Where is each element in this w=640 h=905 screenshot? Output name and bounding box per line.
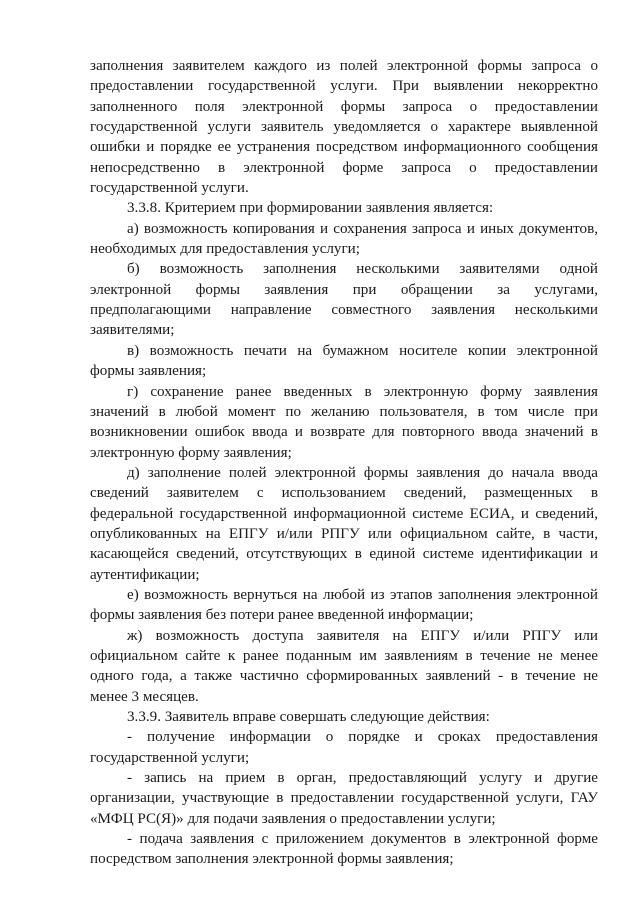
paragraph-continuation: заполнения заявителем каждого из полей электронной формы запроса о предоставлении государственной услуги. При выявлении некорректно заполненного поля электронной формы запроса о предоставлении государственной услуги заявитель уведомляется о характере выявленной ошибки и порядке ее устранения посредством информационного сообщения непосредственно в электронной форме запроса о предоставлении государственной услуги. bbox=[90, 58, 598, 197]
section-heading-3-3-9: 3.3.9. Заявитель вправе совершать следующие действия: bbox=[127, 709, 490, 725]
list-item-g: г) сохранение ранее введенных в электронную форму заявления значений в любой момент по желанию пользователя, в том числе при возникновении ошибок ввода и возврате для повторного ввода значений в электронную форму заявления; bbox=[90, 383, 598, 461]
list-item-a: а) возможность копирования и сохранения запроса и иных документов, необходимых для предоставления услуги; bbox=[90, 220, 598, 258]
action-item-3: - подача заявления с приложением документов в электронной форме посредством заполнения электронной формы заявления; bbox=[90, 831, 598, 868]
list-item-d: д) заполнение полей электронной формы заявления до начала ввода сведений заявителем с использованием сведений, размещенных в федеральной государственной информационной системе ЕСИА, и сведений, опубликованных на ЕПГУ и/или РПГУ или официальном сайте, в части, касающейся сведений, отсутствующих в единой системе идентификации и аутентификации; bbox=[90, 464, 598, 583]
list-item-e: е) возможность вернуться на любой из этапов заполнения электронной формы заявления без потери ранее введенной информации; bbox=[90, 586, 598, 624]
action-item-2: - запись на прием в орган, предоставляющий услугу и другие организации, участвующие в предоставлении государственной услуги, ГАУ «МФЦ РС(Я)» для подачи заявления о предоставлении услуги; bbox=[90, 770, 598, 827]
action-item-1: - получение информации о порядке и сроках предоставления государственной услуги; bbox=[90, 729, 598, 766]
section-heading-3-3-8: 3.3.8. Критерием при формировании заявления является: bbox=[127, 200, 494, 217]
list-item-v: в) возможность печати на бумажном носителе копии электронной формы заявления; bbox=[90, 342, 598, 380]
document-body bbox=[90, 56, 598, 870]
list-item-b: б) возможность заполнения несколькими заявителями одной электронной формы заявления при обращении за услугами, предполагающими направление совместного заявления несколькими заявителями; bbox=[90, 261, 598, 339]
list-item-zh: ж) возможность доступа заявителя на ЕПГУ и/или РПГУ или официальном сайте к ранее поданным им заявлениям в течение не менее одного года, а также частично сформированных заявлений - в течение не менее 3 месяцев. bbox=[90, 627, 598, 705]
